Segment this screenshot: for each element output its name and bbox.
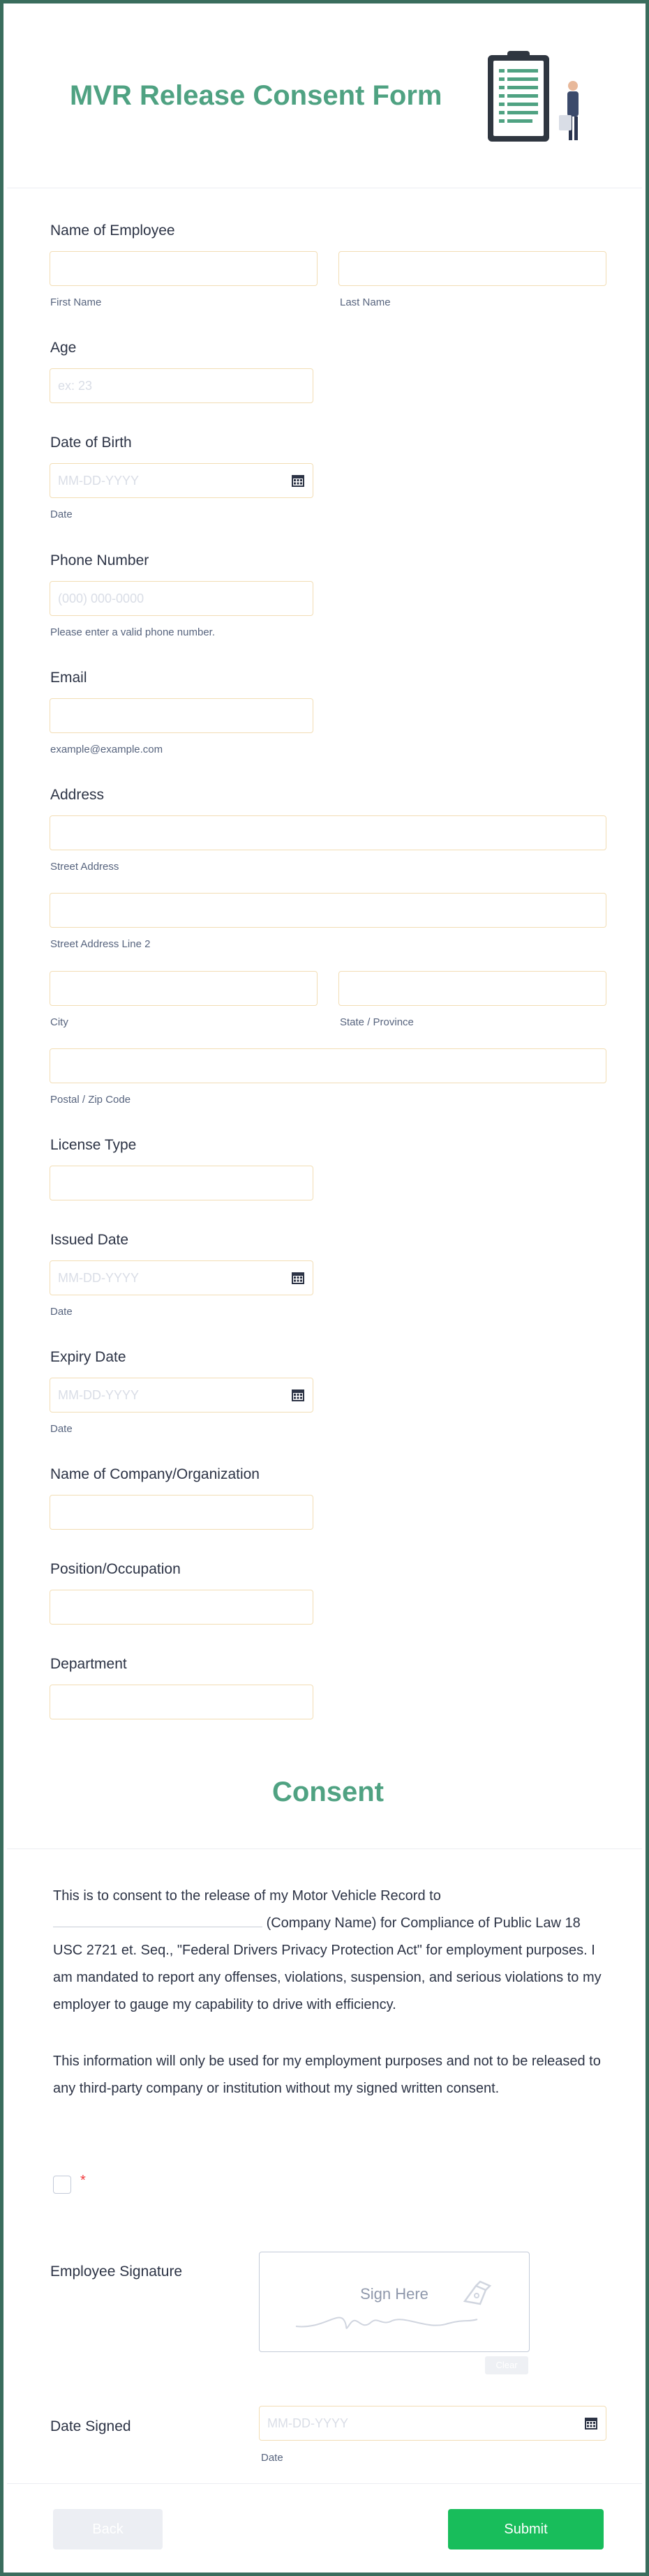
date-signed-input[interactable] (259, 2406, 606, 2441)
state-input[interactable] (338, 971, 606, 1006)
consent-text-a: This is to consent to the release of my Motor Vehicle Record to (53, 1888, 441, 1904)
license-type-label: License Type (50, 1137, 137, 1153)
dob-input[interactable] (50, 463, 313, 498)
date-signed-placeholder: MM-DD-YYYY (267, 2416, 348, 2430)
email-label: Email (50, 670, 87, 686)
required-mark: * (80, 2173, 86, 2188)
email-sublabel: example@example.com (50, 744, 163, 755)
consent-paragraph-1 (53, 1883, 604, 2019)
submit-button[interactable]: Submit (448, 2509, 604, 2549)
consent-paragraph-2: This information will only be used for my employment purposes and not to be released to any third-party company or institution without my signed written consent. (53, 2054, 601, 2096)
postal-code-input[interactable] (50, 1048, 606, 1083)
dob-label: Date of Birth (50, 435, 132, 451)
pen-icon (462, 2280, 493, 2307)
postal-code-sublabel: Postal / Zip Code (50, 1094, 131, 1106)
phone-sublabel: Please enter a valid phone number. (50, 626, 215, 638)
expiry-date-placeholder: MM-DD-YYYY (58, 1388, 139, 1402)
expiry-date-sublabel: Date (50, 1423, 73, 1435)
calendar-icon[interactable] (292, 1272, 304, 1284)
first-name-sublabel: First Name (50, 296, 102, 308)
dob-placeholder: MM-DD-YYYY (58, 474, 139, 488)
street-address-2-sublabel: Street Address Line 2 (50, 938, 151, 950)
name-label: Name of Employee (50, 223, 175, 239)
clear-signature-button[interactable]: Clear (485, 2356, 528, 2374)
street-address-input[interactable] (50, 815, 606, 850)
first-name-input[interactable] (50, 251, 318, 286)
date-signed-sublabel: Date (261, 2452, 283, 2464)
issued-date-input[interactable] (50, 1260, 313, 1295)
phone-placeholder: (000) 000-0000 (58, 592, 144, 605)
phone-input[interactable] (50, 581, 313, 616)
consent-heading: Consent (272, 1777, 384, 1807)
consent-checkbox[interactable] (53, 2176, 71, 2194)
address-label: Address (50, 787, 105, 803)
age-label: Age (50, 340, 77, 356)
clipboard-illustration-icon (485, 51, 597, 147)
last-name-sublabel: Last Name (340, 296, 391, 308)
calendar-icon[interactable] (292, 475, 304, 487)
signature-pad[interactable] (259, 2252, 530, 2352)
street-address-2-input[interactable] (50, 893, 606, 928)
sign-here-text: Sign Here (360, 2285, 428, 2303)
date-signed-label: Date Signed (50, 2418, 131, 2434)
company-label: Name of Company/Organization (50, 1466, 260, 1482)
issued-date-placeholder: MM-DD-YYYY (58, 1271, 139, 1285)
footer-divider (7, 2483, 642, 2484)
email-input[interactable] (50, 698, 313, 733)
department-input[interactable] (50, 1685, 313, 1719)
phone-label: Phone Number (50, 552, 149, 568)
license-type-input[interactable] (50, 1166, 313, 1200)
state-sublabel: State / Province (340, 1016, 414, 1028)
age-placeholder: ex: 23 (58, 379, 93, 393)
expiry-date-input[interactable] (50, 1378, 313, 1413)
position-label: Position/Occupation (50, 1561, 181, 1577)
expiry-date-label: Expiry Date (50, 1349, 126, 1365)
consent-text-b: (Company Name) for Compliance of Public Law 18 USC 2721 et. Seq., "Federal Drivers Privacy Protection Act" for employment purposes. I am mandated to report any offenses, violations, suspension, and serious violations to my employer to gauge my capability to drive with efficiency. (53, 1915, 602, 2012)
dob-sublabel: Date (50, 509, 73, 520)
issued-date-label: Issued Date (50, 1232, 129, 1248)
calendar-icon[interactable] (292, 1389, 304, 1401)
form-title: MVR Release Consent Form (70, 80, 442, 111)
city-sublabel: City (50, 1016, 68, 1028)
consent-divider (7, 1848, 642, 1849)
last-name-input[interactable] (338, 251, 606, 286)
department-label: Department (50, 1656, 127, 1672)
position-input[interactable] (50, 1590, 313, 1625)
issued-date-sublabel: Date (50, 1306, 73, 1318)
street-address-sublabel: Street Address (50, 861, 119, 873)
company-name-blank[interactable] (53, 1912, 262, 1927)
calendar-icon[interactable] (585, 2418, 597, 2430)
age-input[interactable] (50, 368, 313, 403)
city-input[interactable] (50, 971, 318, 1006)
signature-label: Employee Signature (50, 2264, 183, 2280)
company-input[interactable] (50, 1495, 313, 1530)
back-button[interactable]: Back (53, 2509, 163, 2549)
